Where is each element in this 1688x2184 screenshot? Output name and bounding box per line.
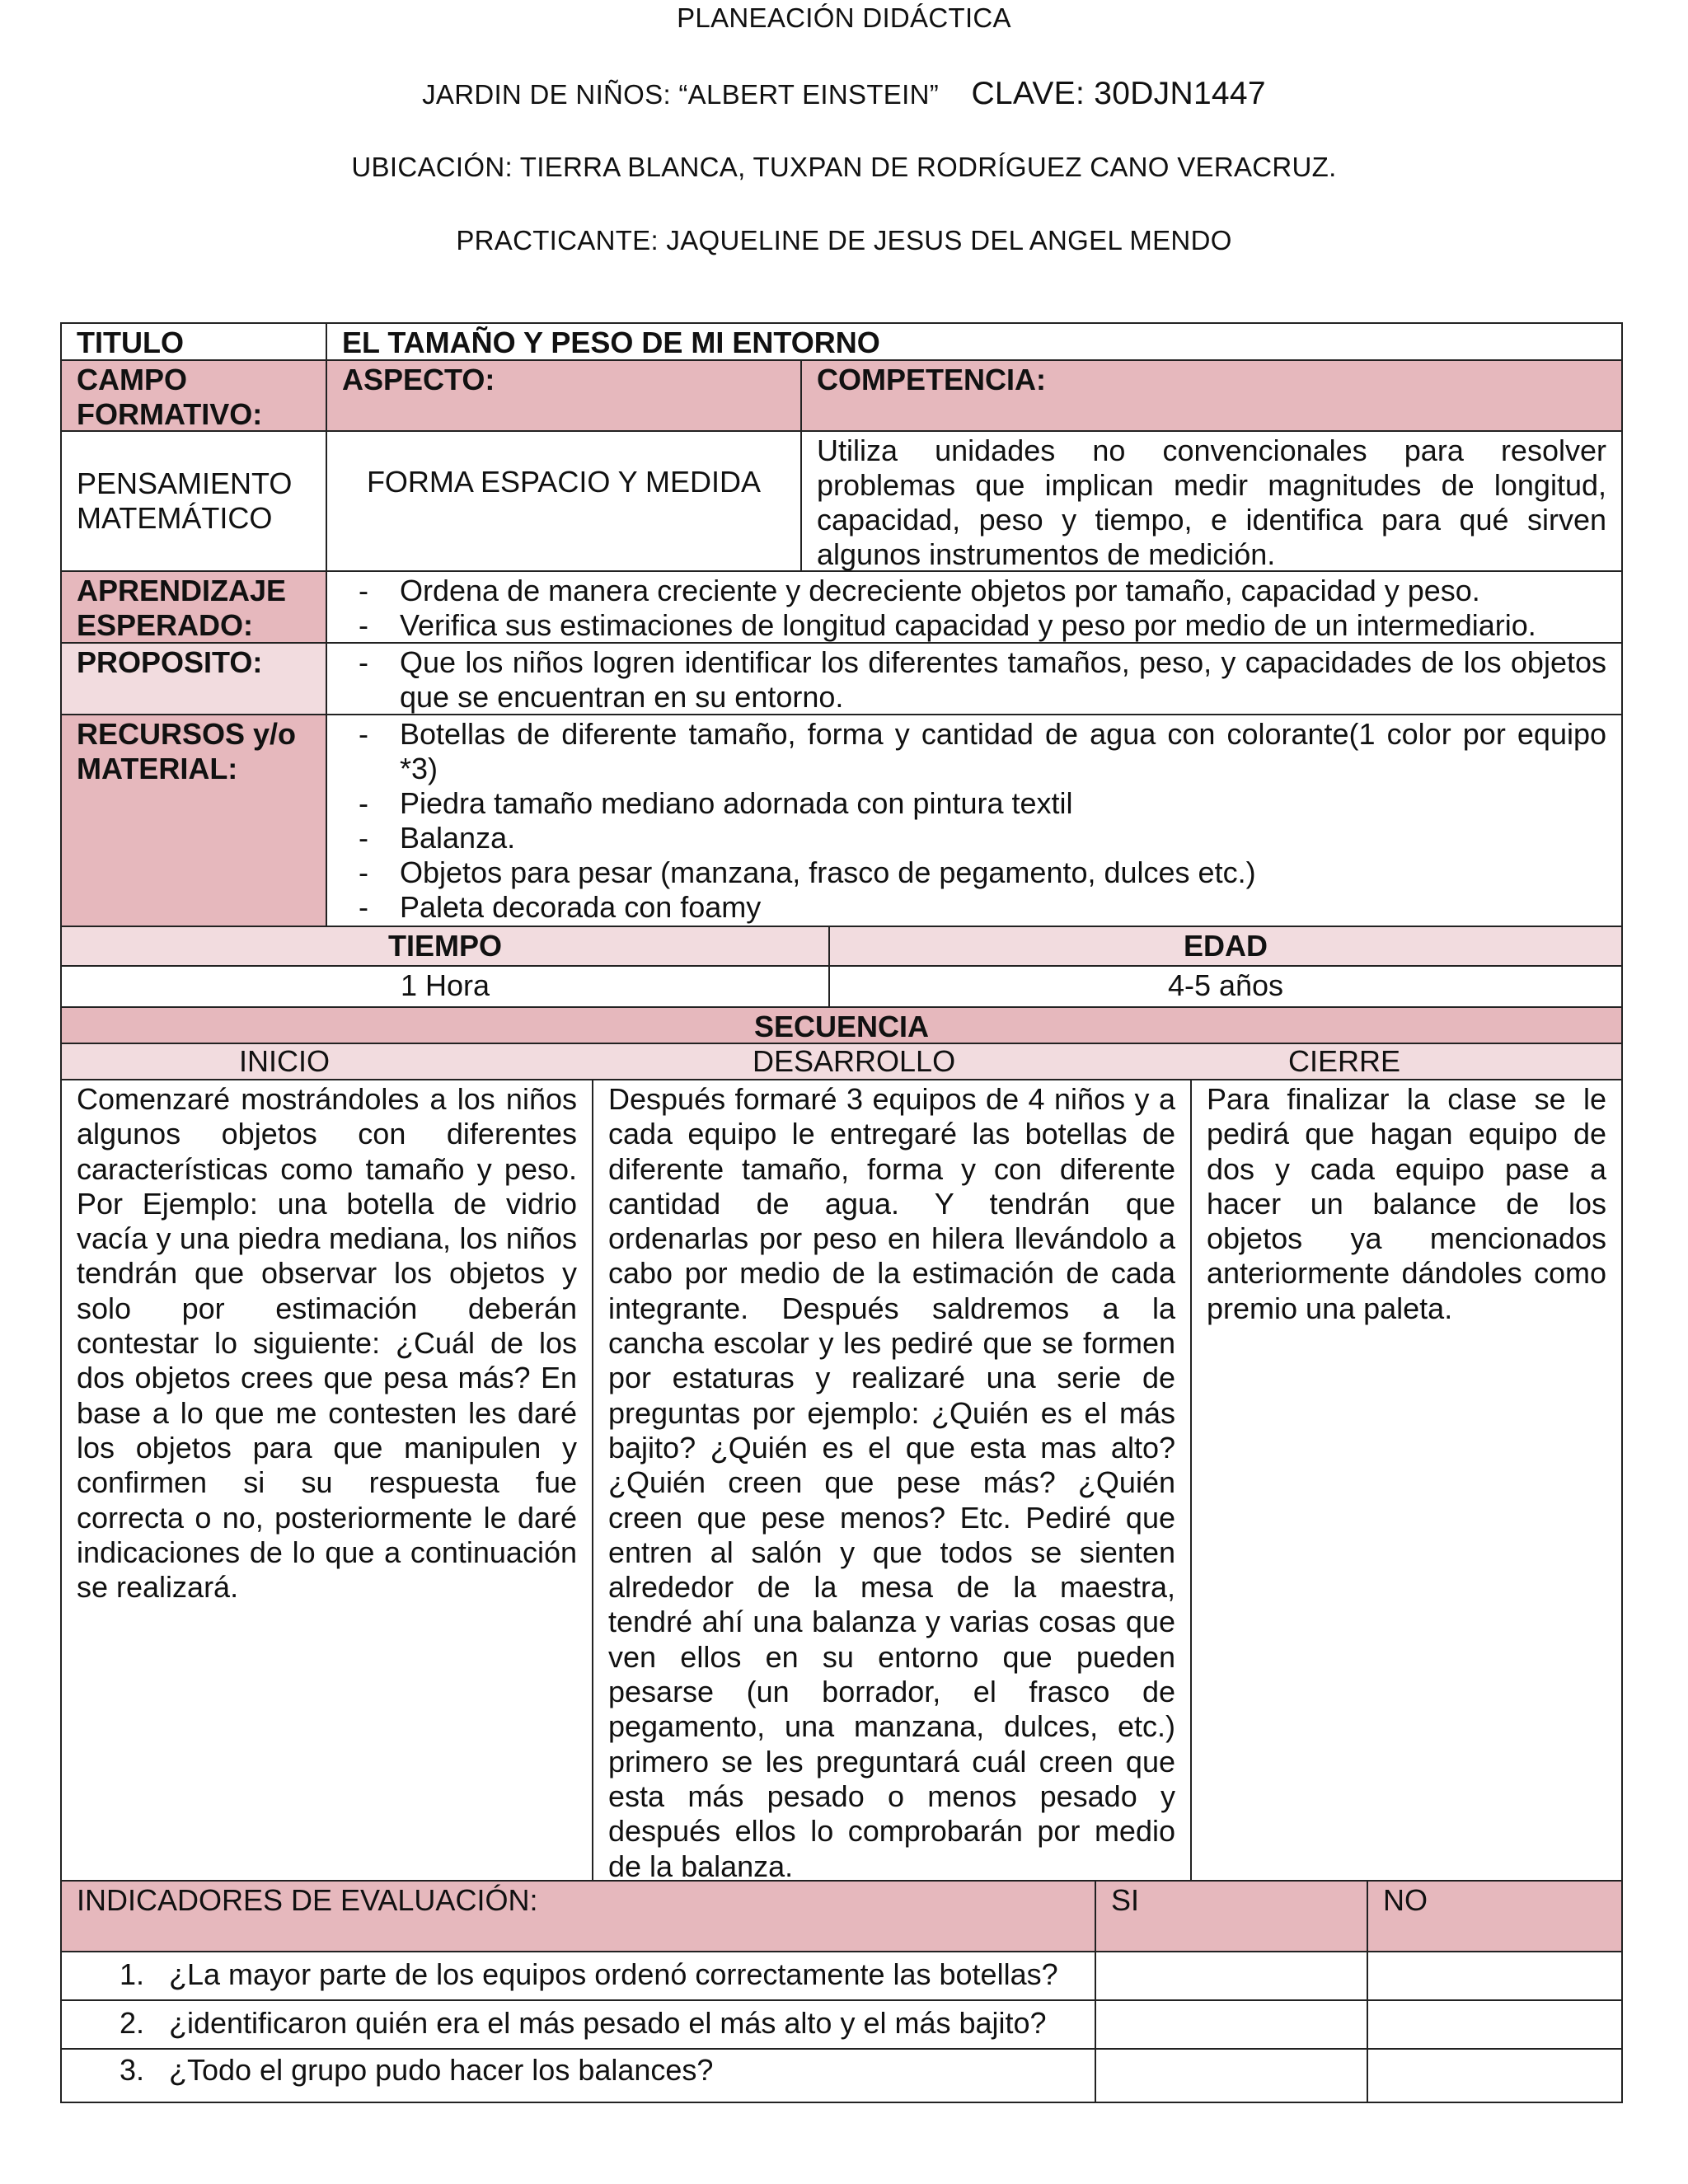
recursos-item: - Objetos para pesar (manzana, frasco de pegamento, dulces etc.) (342, 855, 1606, 890)
indicador-1-no (1368, 1952, 1621, 1999)
tiempo-label: TIEMPO (62, 927, 830, 965)
fields-value-row (62, 432, 1621, 572)
recursos-row (62, 715, 1621, 927)
secuencia-label: SECUENCIA (753, 1010, 930, 1043)
aprendizaje-item: - Verifica sus estimaciones de longitud capacidad y peso por medio de un intermediario. (342, 608, 1606, 643)
proposito-content (327, 644, 1621, 714)
doc-title: PLANEACIÓN DIDÁCTICA (677, 2, 1011, 33)
indicador-2-no (1368, 2001, 1621, 2048)
indicador-1 (62, 1952, 1096, 1999)
indicador-row (62, 2001, 1621, 2050)
recursos-list (342, 717, 1606, 925)
secuencia-phases-row (62, 1044, 1621, 1080)
fields-header-row (62, 361, 1621, 432)
inicio-label: INICIO (239, 1044, 331, 1078)
no-label: NO (1383, 1883, 1428, 1917)
title-value: EL TAMAÑO Y PESO DE MI ENTORNO (342, 326, 880, 359)
indicador-text: ¿La mayor parte de los equipos ordenó correctamente las botellas? (169, 1957, 1058, 1991)
proposito-item: - Que los niños logren identificar los diferentes tamaños, peso, y capacidades de los objetos que se encuentran en su entorno. (342, 645, 1606, 715)
secuencia-row (62, 1008, 1621, 1044)
planning-table (60, 322, 1623, 2103)
recursos-item: - Botellas de diferente tamaño, forma y cantidad de agua con colorante(1 color por equipo *3) (342, 717, 1606, 786)
recursos-label: RECURSOS y/o MATERIAL: (62, 715, 327, 926)
proposito-list (342, 645, 1606, 715)
indicador-num: 2. (120, 2006, 145, 2040)
indicadores-header-row (62, 1882, 1621, 1952)
indicadores-label: INDICADORES DE EVALUACIÓN: (62, 1882, 1096, 1951)
edad-value: 4-5 años (1167, 968, 1284, 1002)
indicador-2 (62, 2001, 1096, 2048)
edad-label: EDAD (1183, 929, 1268, 963)
indicador-3-no (1368, 2050, 1621, 2102)
indicador-row (62, 2050, 1621, 2102)
location-line: UBICACIÓN: TIERRA BLANCA, TUXPAN DE RODRÍGUEZ CANO VERACRUZ. (351, 152, 1337, 182)
campo-value (62, 432, 327, 570)
aprendizaje-content (327, 572, 1621, 642)
recursos-item: - Paleta decorada con foamy (342, 890, 1606, 925)
inicio-text: Comenzaré mostrándoles a los niños algunos objetos con diferentes características como tamaño y peso. Por Ejemplo: una botella de vidrio vacía y una piedra mediana, los niños tendrán que observar los objetos y solo por estimación deberán contestar lo siguiente: ¿Cuál de los dos objetos crees que pesa más? En base a lo que me contesten les daré los objetos para que manipulen y confirmen si su respuesta fue correcta o no, posteriormente le daré indicaciones de lo que a continuación se realizará. (62, 1080, 593, 1880)
title-row (62, 324, 1621, 361)
campo-value-text: PENSAMIENTO MATEMÁTICO (77, 466, 293, 535)
school-name: JARDIN DE NIÑOS: “ALBERT EINSTEIN” (422, 79, 939, 110)
aprendizaje-item: - Ordena de manera creciente y decreciente objetos por tamaño, capacidad y peso. (342, 574, 1606, 608)
competencia-value: Utiliza unidades no convencionales para resolver problemas que implican medir magnitudes de longitud, capacidad, peso y tiempo, e identifica para qué sirven algunos instrumentos de medición. (817, 434, 1606, 571)
cierre-label: CIERRE (1288, 1044, 1401, 1078)
title-label: TITULO (62, 324, 327, 359)
secuencia-text-row (62, 1080, 1621, 1882)
indicador-text: ¿identificaron quién era el más pesado el más alto y el más bajito? (169, 2006, 1047, 2040)
indicador-3-si (1096, 2050, 1368, 2102)
aprendizaje-list (342, 574, 1606, 643)
cierre-text: Para finalizar la clase se le pedirá que hagan equipo de dos y cada equipo pase a hacer un balance de los objetos ya mencionados anteriormente dándoles como premio una paleta. (1207, 1082, 1606, 1325)
indicador-3 (62, 2050, 1096, 2102)
indicador-text: ¿Todo el grupo pudo hacer los balances? (169, 2053, 714, 2087)
aprendizaje-row (62, 572, 1621, 644)
proposito-row (62, 644, 1621, 715)
proposito-label: PROPOSITO: (62, 644, 327, 714)
tiempo-edad-value-row (62, 967, 1621, 1008)
practitioner-line: PRACTICANTE: JAQUELINE DE JESUS DEL ANGEL MENDO (456, 225, 1232, 255)
aspecto-value: FORMA ESPACIO Y MEDIDA (327, 432, 802, 570)
tiempo-value: 1 Hora (62, 967, 830, 1006)
indicador-2-si (1096, 2001, 1368, 2048)
competencia-label: COMPETENCIA: (817, 363, 1046, 396)
campo-label: CAMPO FORMATIVO: (62, 361, 327, 430)
indicador-num: 3. (120, 2053, 145, 2087)
school-line (0, 76, 1688, 112)
indicador-num: 1. (120, 1957, 145, 1991)
recursos-item: - Balanza. (342, 821, 1606, 855)
school-clave: CLAVE: 30DJN1447 (971, 76, 1266, 111)
desarrollo-text: Después formaré 3 equipos de 4 niños y a cada equipo le entregaré las botellas de diferente tamaño, forma y con diferente cantidad de agua. Y tendrán que ordenarlas por peso en hilera llevándolo a cabo por medio de la estimación de cada integrante. Después saldremos a la cancha escolar y les pediré que se formen por estaturas y realizaré una serie de preguntas por ejemplo: ¿Quién es el más bajito? ¿Quién es el que esta mas alto? ¿Quién creen que pese más? ¿Quién creen que pese menos? Etc. Pediré que entren al salón y que todos se sienten alrededor de la mesa de la maestra, tendré ahí una balanza y varias cosas que ven ellos en su entorno que pueden pesarse (un borrador, el frasco de pegamento, una manzana, dulces, etc.) primero se les preguntará cuál creen que esta más pesado o menos pesado y después ellos lo comprobarán por medio de la balanza. (593, 1080, 1192, 1880)
tiempo-edad-header-row (62, 927, 1621, 967)
si-label: SI (1096, 1882, 1368, 1951)
desarrollo-label: DESARROLLO (753, 1044, 956, 1078)
aspecto-label: ASPECTO: (327, 361, 802, 430)
recursos-content (327, 715, 1621, 926)
indicador-1-si (1096, 1952, 1368, 1999)
aprendizaje-label: APRENDIZAJE ESPERADO: (62, 572, 327, 642)
indicador-row (62, 1952, 1621, 2001)
recursos-item: - Piedra tamaño mediano adornada con pintura textil (342, 786, 1606, 821)
